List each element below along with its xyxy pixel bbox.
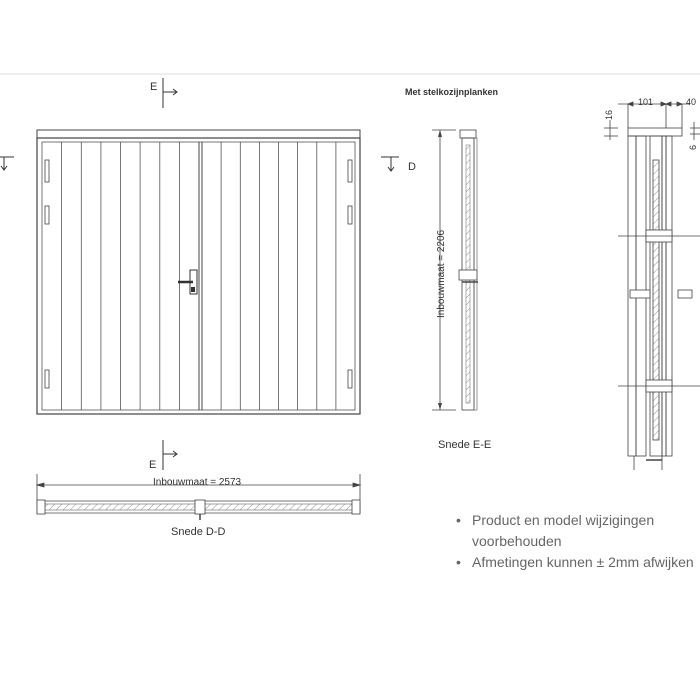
bullet-icon: • — [456, 512, 461, 528]
section-mark-e-bottom — [163, 440, 177, 470]
bullet-icon: • — [456, 554, 461, 570]
section-mark-label-d-right: D — [408, 161, 416, 173]
section-e-e-caption: Snede E-E — [438, 439, 492, 451]
note-text: voorbehouden — [472, 533, 562, 549]
hinge-right-top — [348, 160, 352, 182]
section-mark-label-e-top: E — [150, 81, 158, 93]
section-d-d-profile — [37, 500, 360, 520]
detail-dimension-40: 40 — [686, 97, 697, 107]
front-view-door — [37, 130, 360, 414]
note-item-continued — [456, 531, 700, 552]
section-d-d-caption: Snede D-D — [171, 526, 226, 538]
note-text: Product en model wijzigingen — [472, 512, 655, 528]
door-handle — [178, 270, 197, 294]
hinge-right-middle — [348, 206, 352, 224]
detail-dimension-16: 16 — [604, 109, 614, 120]
detail-dimension-101: 101 — [638, 97, 654, 107]
hinge-left-middle — [45, 206, 49, 224]
header-title: Met stelkozijnplanken — [405, 87, 499, 97]
hinge-left-bottom — [45, 370, 49, 388]
width-dimension-label: Inbouwmaat = 2573 — [153, 477, 242, 488]
note-item — [456, 552, 700, 573]
section-mark-e-top — [163, 78, 177, 108]
frame-detail-section — [604, 102, 700, 470]
section-mark-d-left — [0, 157, 14, 170]
hinge-right-bottom — [348, 370, 352, 388]
notes-list — [456, 510, 700, 573]
section-mark-label-e-bottom: E — [149, 459, 157, 471]
height-dimension-label: Inbouwmaat = 2206 — [436, 229, 447, 318]
section-mark-d-right — [381, 157, 399, 171]
detail-dimension-6: 6 — [688, 144, 698, 150]
note-item — [456, 510, 700, 531]
note-text: Afmetingen kunnen ± 2mm afwijken — [472, 554, 694, 570]
hinge-left-top — [45, 160, 49, 182]
